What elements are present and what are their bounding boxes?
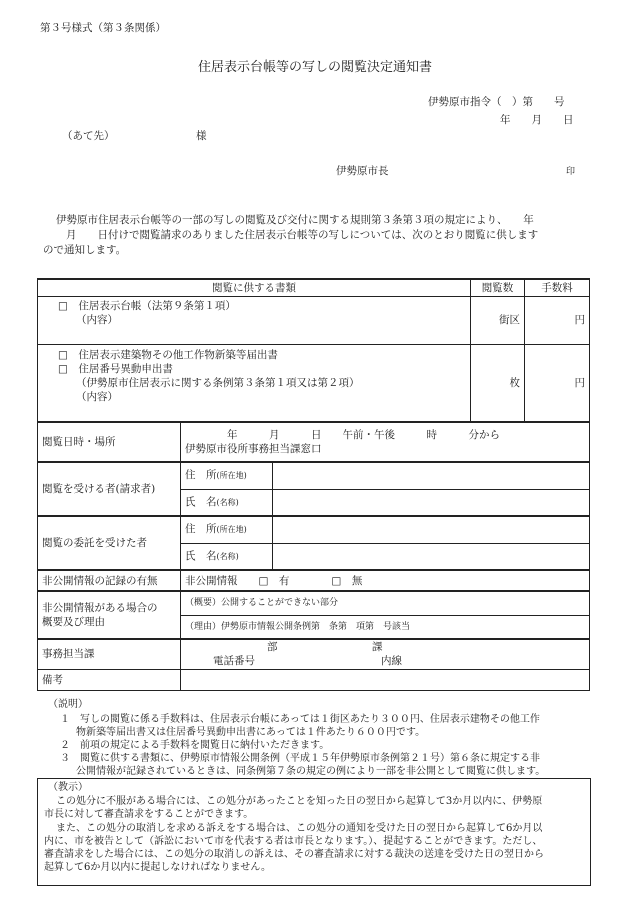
document-table xyxy=(37,278,590,691)
ledger-fee-unit: 円 xyxy=(525,296,590,344)
notice-line-5: 審査請求をした場合には、この処分の取消しの訴えは、その審査請求に対する裁決の送達を受けた日の翌日から xyxy=(44,849,544,860)
delegate-address-label xyxy=(181,516,273,543)
office-label: 事務担当課 xyxy=(38,639,181,669)
notice-line-1: この処分に不服がある場合には、この処分があったことを知った日の翌日から起算して3か月以内に、伊勢原 xyxy=(56,796,543,807)
explanation-line-3: ２ 前項の規定による手数料を閲覧日に納付いただきます。 xyxy=(60,740,330,751)
requester-address-field[interactable] xyxy=(273,462,590,489)
notification-count-unit: 枚 xyxy=(471,344,525,422)
explanation-title: （説明） xyxy=(48,699,88,710)
intro-line-3: ので通知します。 xyxy=(43,244,127,256)
intro-line-1: 伊勢原市住居表示台帳等の一部の写しの閲覧及び交付に関する規則第３条第３項の規定により、 年 xyxy=(56,214,534,226)
delegate-label: 閲覧の委託を受けた者 xyxy=(38,516,181,570)
explanation-line-4: ３ 閲覧に供する書類に、伊勢原市情報公開条例（平成１５年伊勢原市条例第２１号）第６条に規定する非 xyxy=(60,753,540,764)
form-number: 第３号様式（第３条関係） xyxy=(40,22,166,34)
explanation-line-2: 物新築等届出書又は住居番号異動申出書にあっては１件あたり６００円です。 xyxy=(76,727,426,738)
remarks-field[interactable] xyxy=(181,669,590,690)
datetime-place: 伊勢原市役所事務担当課窓口 xyxy=(185,443,322,455)
requester-name-label xyxy=(181,489,273,516)
document-number: 伊勢原市指令（ ）第 号 xyxy=(428,96,565,108)
page-title: 住居表示台帳等の写しの閲覧決定通知書 xyxy=(197,60,432,75)
address-sub: (所在地) xyxy=(216,525,247,535)
delegate-name-field[interactable] xyxy=(273,543,590,570)
header-count: 閲覧数 xyxy=(471,279,525,296)
office-line-1: 部 課 xyxy=(267,641,383,654)
office-line-2: 電話番号 内線 xyxy=(213,655,402,668)
summary-overview: （概要）公開することができない部分 xyxy=(181,591,590,615)
requester-name-field[interactable] xyxy=(273,489,590,516)
remarks-label: 備考 xyxy=(38,669,181,690)
notice-line-2: 市長に対して審査請求をすることができます。 xyxy=(44,809,254,820)
explanation-line-1: １ 写しの閲覧に係る手数料は、住居表示台帳にあっては１街区あたり３００円、住居表示建物その他工作 xyxy=(60,714,540,725)
notification-item-2: □ 住居番号異動申出書 xyxy=(58,362,173,375)
notice-line-4: 内に、市を被告として（訴訟において市を代表する者は市長となります。）、提起することができます。ただし、 xyxy=(44,836,543,847)
notice-line-3: また、この処分の取消しを求める訴えをする場合は、この処分の通知を受けた日の翌日から起算して6か月以 xyxy=(56,823,543,834)
datetime-value xyxy=(181,422,590,462)
delegate-name-label xyxy=(181,543,273,570)
name-label: 氏 名 xyxy=(185,549,217,562)
nondisclosure-label: 非公開情報の記録の有無 xyxy=(38,570,181,591)
document-row-notifications xyxy=(38,344,471,422)
addressee-honorific: 様 xyxy=(196,130,207,142)
header-fee: 手数料 xyxy=(525,279,590,296)
requester-address-label xyxy=(181,462,273,489)
name-label: 氏 名 xyxy=(185,495,217,508)
summary-label-2: 概要及び理由 xyxy=(42,616,105,628)
office-value xyxy=(181,639,590,669)
issue-date: 年 月 日 xyxy=(500,114,574,126)
nondisclosure-value[interactable]: 非公開情報 □ 有 □ 無 xyxy=(181,570,590,591)
summary-label xyxy=(38,591,181,639)
name-sub: (名称) xyxy=(216,497,239,507)
header-documents: 閲覧に供する書類 xyxy=(38,279,471,296)
ledger-count-unit: 街区 xyxy=(471,296,525,344)
notice-title: （教示） xyxy=(48,782,88,793)
delegate-address-field[interactable] xyxy=(273,516,590,543)
ledger-item: □ 住居表示台帳（法第９条第１項） xyxy=(58,299,236,312)
address-sub: (所在地) xyxy=(216,471,247,481)
notification-item-1: □ 住居表示建築物その他工作物新築等届出書 xyxy=(58,348,278,361)
requester-label: 閲覧を受ける者(請求者) xyxy=(38,462,181,516)
intro-line-2: 月 日付けで閲覧請求のありました住居表示台帳等の写しについては、次のとおり閲覧に供します xyxy=(66,229,539,241)
explanation-line-5: 公開情報が記録されているときは、同条例第７条の規定の例により一部を非公開として閲覧に供します。 xyxy=(76,766,546,777)
datetime-line: 年 月 日 午前・午後 時 分から xyxy=(227,429,500,441)
seal-mark: 印 xyxy=(566,167,576,177)
mayor-title: 伊勢原市長 xyxy=(336,165,389,177)
address-label: 住 所 xyxy=(185,469,217,482)
summary-reason: （理由）伊勢原市情報公開条例第 条第 項第 号該当 xyxy=(181,615,590,639)
notification-content: （内容） xyxy=(76,390,118,403)
notification-item-3: （伊勢原市住居表示に関する条例第３条第１項又は第２項） xyxy=(76,376,360,389)
name-sub: (名称) xyxy=(216,551,239,561)
addressee-label: （あて先） xyxy=(62,130,115,142)
notice-line-6: 起算して6か月以内に提起しなければなりません。 xyxy=(44,862,271,873)
address-label: 住 所 xyxy=(185,523,217,536)
document-row-ledger xyxy=(38,296,471,344)
datetime-label: 閲覧日時・場所 xyxy=(38,422,181,462)
ledger-content: （内容） xyxy=(76,313,118,326)
notification-fee-unit: 円 xyxy=(525,344,590,422)
summary-label-1: 非公開情報がある場合の xyxy=(42,602,158,614)
